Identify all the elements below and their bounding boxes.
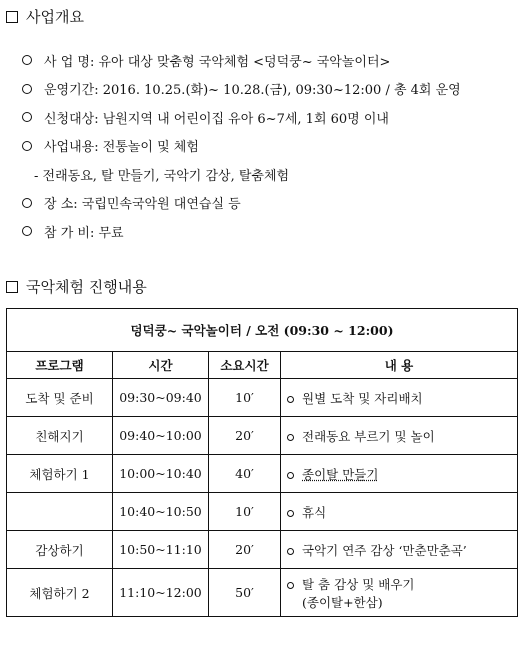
overview-sub-line: - 전래동요, 탈 만들기, 국악기 감상, 탈춤체험	[34, 168, 290, 184]
table-row	[7, 379, 518, 417]
cell-program: 체험하기 1	[7, 455, 113, 493]
header-program: 프로그램	[7, 352, 113, 379]
cell-content: 휴식	[281, 493, 518, 531]
section-overview-title	[6, 6, 84, 27]
circle-bullet-icon	[22, 84, 32, 94]
cell-time: 09:40~10:00	[113, 417, 209, 455]
cell-content: 종이탈 만들기	[281, 455, 518, 493]
overview-item-content: 사업내용 : 전통놀이 및 체험	[22, 132, 461, 161]
circle-bullet-icon	[22, 112, 32, 122]
overview-item-fee: 참 가 비 : 무료	[22, 217, 461, 246]
small-circle-icon	[287, 472, 294, 479]
cell-program	[7, 493, 113, 531]
cell-duration: 20′	[209, 417, 281, 455]
cell-time: 10:40~10:50	[113, 493, 209, 531]
table-caption: 덩덕쿵~ 국악놀이터 / 오전 (09:30 ~ 12:00)	[7, 309, 518, 352]
cell-content: 전래동요 부르기 및 놀이	[281, 417, 518, 455]
section-program-label: 국악체험 진행내용	[26, 278, 147, 296]
cell-content: 탈 춤 감상 및 배우기 (종이탈+한삼)	[281, 569, 518, 617]
cell-duration: 10′	[209, 493, 281, 531]
overview-item-period: 운영기간 : 2016. 10.25.(화)~ 10.28.(금), 09:30~12:00 / 총 4회 운영	[22, 75, 461, 104]
cell-duration: 10′	[209, 379, 281, 417]
overview-item-target: 신청대상 : 남원지역 내 어린이집 유아 6~7세, 1회 60명 이내	[22, 103, 461, 132]
circle-bullet-icon	[22, 55, 32, 65]
cell-time: 10:50~11:10	[113, 531, 209, 569]
table-row	[7, 455, 518, 493]
program-table	[6, 308, 518, 617]
overview-item-name: 사 업 명 : 유아 대상 맞춤형 국악체험 <덩덕쿵~ 국악놀이터>	[22, 46, 461, 75]
header-duration: 소요시간	[209, 352, 281, 379]
cell-program: 도착 및 준비	[7, 379, 113, 417]
header-content: 내 용	[281, 352, 518, 379]
cell-time: 10:00~10:40	[113, 455, 209, 493]
cell-program: 체험하기 2	[7, 569, 113, 617]
small-circle-icon	[287, 548, 294, 555]
cell-duration: 50′	[209, 569, 281, 617]
header-time: 시간	[113, 352, 209, 379]
overview-item-place: 장 소 : 국립민속국악원 대연습실 등	[22, 189, 461, 218]
section-overview-label: 사업개요	[26, 8, 84, 26]
table-row	[7, 417, 518, 455]
square-bullet-icon	[6, 11, 18, 23]
cell-content: 원별 도착 및 자리배치	[281, 379, 518, 417]
cell-content: 국악기 연주 감상 ‘만춘만춘곡’	[281, 531, 518, 569]
cell-time: 09:30~09:40	[113, 379, 209, 417]
cell-program: 친해지기	[7, 417, 113, 455]
overview-list	[22, 46, 461, 246]
section-program-title	[6, 276, 147, 297]
circle-bullet-icon	[22, 141, 32, 151]
cell-time: 11:10~12:00	[113, 569, 209, 617]
cell-duration: 40′	[209, 455, 281, 493]
table-row	[7, 569, 518, 617]
square-bullet-icon	[6, 281, 18, 293]
small-circle-icon	[287, 396, 294, 403]
cell-program: 감상하기	[7, 531, 113, 569]
circle-bullet-icon	[22, 226, 32, 236]
small-circle-icon	[287, 582, 294, 589]
circle-bullet-icon	[22, 198, 32, 208]
cell-content-line2: (종이탈+한삼)	[302, 594, 383, 610]
small-circle-icon	[287, 434, 294, 441]
table-row	[7, 531, 518, 569]
small-circle-icon	[287, 510, 294, 517]
table-row	[7, 493, 518, 531]
cell-duration: 20′	[209, 531, 281, 569]
